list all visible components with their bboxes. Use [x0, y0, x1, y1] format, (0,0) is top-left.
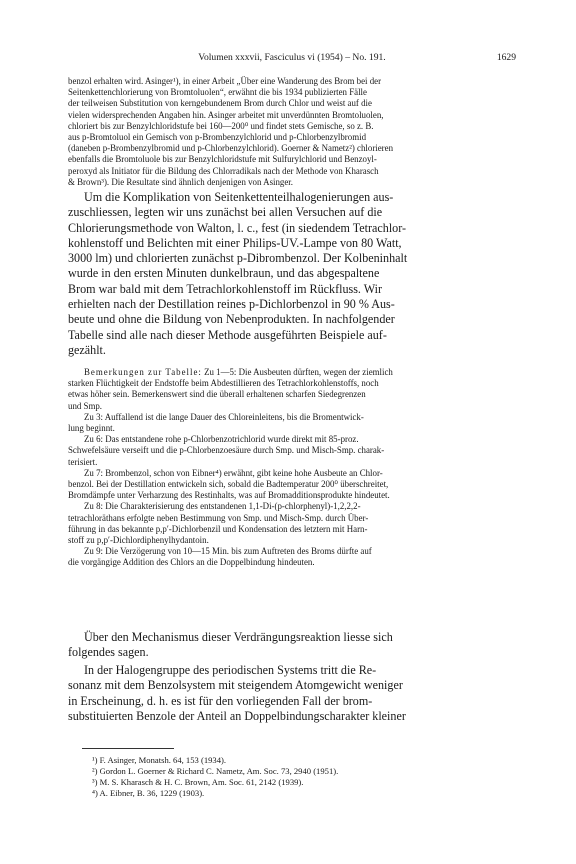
text-line: chloriert bis zur Benzylchloridstufe bei 160—200⁰ und findet stets Gemische, so z. B.	[68, 120, 374, 131]
text-line: Bromdämpfe unter Verharzung des Restinhalts, was auf Bromadditionsprodukte hindeutet.	[68, 490, 390, 501]
text-line: (daneben p-Brombenzylbromid und p-Chlorbenzylchlorid). Goerner & Nametz²) chlorieren	[68, 143, 394, 154]
text-line: Seitenkettenchlorierung von Bromtoluolen“, erwähnt die bis 1934 publizierten Fälle	[68, 87, 367, 98]
footnote: ⁴) A. Eibner, B. 36, 1229 (1903).	[92, 788, 205, 798]
text-line: Tabelle sind alle nach dieser Methode ausgeführten Beispiele auf-	[68, 327, 387, 342]
text-line: substituierten Benzole der Anteil an Doppelbindungscharakter kleiner	[68, 708, 406, 723]
footnote: ¹) F. Asinger, Monatsh. 64, 153 (1934).	[92, 755, 227, 765]
text-line: die vorgängige Addition des Chlors an die Doppelbindung hindeuten.	[68, 557, 315, 568]
text-line: vielen widersprechenden Angaben hin. Asinger arbeitet mit unverdünnten Bromtoluolen,	[68, 109, 384, 120]
journal-volume-title: Volumen xxxvii, Fasciculus vi (1954) – No. 191.	[198, 52, 386, 63]
text-line: führung in das bekannte p,p′-Dichlorbenzil und Kondensation des letztern mit Harn-	[68, 523, 368, 534]
footnote: ³) M. S. Kharasch & H. C. Brown, Am. Soc. 61, 2142 (1939).	[92, 777, 304, 787]
main-paragraph	[68, 190, 516, 358]
text-line: tetrachloräthans erfolgte neben Bestimmung von Smp. und Misch-Smp. durch Über-	[68, 512, 369, 523]
text-line: terisiert.	[68, 456, 98, 467]
text-line: Zu 9: Die Verzögerung von 10—15 Min. bis zum Auftreten des Broms dürfte auf	[84, 546, 372, 557]
running-header	[68, 52, 516, 68]
text-line: in Erscheinung, d. h. es ist für den vorliegenden Fall der brom-	[68, 693, 373, 708]
text-line: folgendes sagen.	[68, 645, 149, 660]
page-number: 1629	[496, 52, 516, 63]
text-line: erhielten nach der Destillation reines p-Dichlorbenzol in 90 % Aus-	[68, 297, 395, 312]
text-line: beute und ohne die Bildung von Nebenprodukten. In nachfolgender	[68, 312, 395, 327]
text-line: Schwefelsäure verseift und die p-Chlorbenzoesäure durch Smp. und Misch-Smp. charak-	[68, 445, 385, 456]
footnotes	[68, 755, 516, 799]
halogen-paragraph	[68, 663, 516, 724]
text-line: starken Flüchtigkeit der Endstoffe beim Abdestillieren des Tetrachlorkohlenstoffs, noch	[68, 378, 379, 389]
text-line: wurde in den ersten Minuten dunkelbraun, und das abgespaltene	[68, 266, 380, 281]
text-line: etwas höher sein. Bemerkenswert sind die überall erhaltenen scharfen Siedegrenzen	[68, 389, 366, 400]
text-line: Chlorierungsmethode von Walton, l. c., fest (in siedendem Tetrachlor-	[68, 220, 407, 235]
text-line	[68, 367, 516, 378]
text-line: der teilweisen Substitution von kerngebundenem Brom durch Chlor und weist auf die	[68, 98, 372, 109]
text-line: zuschliessen, legten wir uns zunächst bei allen Versuchen auf die	[68, 205, 383, 220]
text-line: Brom war bald mit dem Tetrachlorkohlenstoff im Rückfluss. Wir	[68, 281, 383, 296]
footnote: ²) Gordon L. Goerner & Richard C. Nametz, Am. Soc. 73, 2940 (1951).	[92, 766, 339, 776]
text-line: Zu 6: Das entstandene rohe p-Chlorbenzotrichlorid wurde direkt mit 85-proz.	[84, 434, 359, 445]
text-line: peroxyd als Initiator für die Bildung des Chlorradikals nach der Methode von Kharasch	[68, 165, 379, 176]
intro-paragraph	[68, 76, 516, 188]
text-line: 3000 lm) und chlorierten zunächst p-Dibrombenzol. Der Kolbeninhalt	[68, 251, 408, 266]
text-line: & Brown³). Die Resultate sind ähnlich denjenigen von Asinger.	[68, 176, 293, 187]
text-line: kohlenstoff und Belichten mit einer Philips-UV.-Lampe von 80 Watt,	[68, 235, 402, 250]
text-line: Um die Komplikation von Seitenkettenteilhalogenierungen aus-	[84, 190, 394, 204]
text-line: Zu 3: Auffallend ist die lange Dauer des Chloreinleitens, bis die Bromentwick-	[84, 411, 364, 422]
text-line: gezählt.	[68, 342, 106, 357]
text-line: Zu 7: Brombenzol, schon von Eibner⁴) erwähnt, gibt keine hohe Ausbeute an Chlor-	[84, 467, 383, 478]
remarks-heading: Bemerkungen zur Tabelle:	[84, 367, 202, 377]
text-line: stoff zu p,p′-Dichlordiphenylhydantoin.	[68, 535, 209, 546]
text-line: ebenfalls die Bromtoluole bis zur Benzylchloridstufe mit Sulfurylchlorid und Benzoyl-	[68, 154, 377, 165]
table-remarks	[68, 367, 516, 569]
text-line: aus p-Bromtoluol ein Gemisch von p-Brombenzylchlorid und p-Chlorbenzylbromid	[68, 132, 367, 143]
text-line: In der Halogengruppe des periodischen Systems tritt die Re-	[84, 663, 377, 677]
remarks-text: Zu 1—5: Die Ausbeuten dürften, wegen der ziemlich	[201, 367, 393, 377]
text-line: Zu 8: Die Charakterisierung des entstandenen 1,1-Di-(p-chlorphenyl)-1,2,2,2-	[84, 501, 361, 512]
text-line: und Smp.	[68, 400, 103, 411]
mechanism-paragraph	[68, 630, 516, 661]
text-line: lung beginnt.	[68, 423, 115, 434]
footnote-divider	[82, 748, 174, 749]
text-line: benzol. Bei der Destillation entwickeln sich, sobald die Badtemperatur 200⁰ überschreitet,	[68, 479, 389, 490]
text-line: benzol erhalten wird. Asinger¹), in einer Arbeit „Über eine Wanderung des Brom bei der	[68, 76, 382, 86]
text-line: Über den Mechanismus dieser Verdrängungsreaktion liesse sich	[84, 630, 393, 644]
text-line: sonanz mit dem Benzolsystem mit steigendem Atomgewicht weniger	[68, 678, 403, 693]
